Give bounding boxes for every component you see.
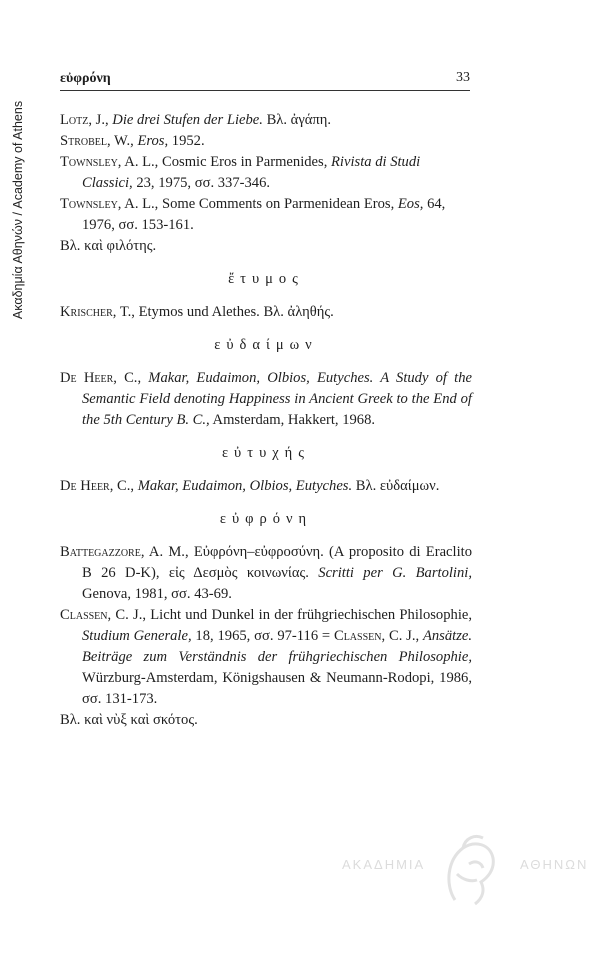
bib-entry: Classen, C. J., Licht und Dunkel in der frühgriechischen Philosophie, Studium Generale, 18, 1965, σσ. 97-116 = Classen, C. J., Ansätze. Beiträge zum Verständnis der frühgriechischen Philosophie, Würzburg-Amsterdam, Königshausen & Neumann-Rodopi, 1986, σσ. 131-173. [60, 607, 473, 707]
work-title: Rivista di Studi Classici, [82, 154, 421, 191]
work-title: Scritti per G. Bartolini, [318, 565, 472, 581]
work-title: Studium Generale, [82, 628, 192, 644]
attribution-text: Ακαδημία Αθηνών / Academy of Athens [11, 100, 25, 320]
author: Strobel [60, 133, 108, 149]
bib-entry: Townsley, A. L., Some Comments on Parmenidean Eros, Eos, 64, 1976, σσ. 153-161. [60, 196, 446, 233]
running-headword: εὐφρόνη [60, 71, 111, 86]
cross-reference: Βλ. καὶ φιλότης. [60, 238, 157, 254]
page-number: 33 [456, 70, 470, 85]
section-heading: εὐφρόνη [219, 511, 313, 527]
bib-entry: De Heer, C., Makar, Eudaimon, Olbios, Eutyches. A Study of the Semantic Field denoting Happiness in Ancient Greek to the End of the 5th Century B. C., Amsterdam, Hakkert, 1968. [60, 370, 472, 428]
author: Battegazzore [60, 544, 141, 560]
bib-entry: Battegazzore, A. M., Εὐφρόνη–εὐφροσύνη. (A proposito di Eraclito B 26 D-K), εἰς Δεσμὸς κοινωνίας. Scritti per G. Bartolini, Genova, 1981, σσ. 43-69. [60, 544, 472, 602]
running-header [60, 68, 470, 91]
bibliography-body [60, 110, 472, 731]
author: Townsley [60, 154, 118, 170]
cross-reference: Βλ. καὶ νὺξ καὶ σκότος. [60, 712, 198, 728]
author: Krischer [60, 304, 113, 320]
bib-entry: Lotz, J., Die drei Stufen der Liebe. Βλ. ἀγάπη. [60, 112, 332, 128]
work-title: Eos, [397, 196, 424, 212]
section-heading: εὐτυχής [221, 445, 311, 461]
section-heading: εὐδαίμων [214, 337, 318, 353]
bib-entry: Townsley, A. L., Cosmic Eros in Parmenides, Rivista di Studi Classici, 23, 1975, σσ. 337-346. [60, 154, 421, 191]
work-title: Ansätze. Beiträge zum Verständnis der frühgriechischen Philosophie, [82, 628, 473, 665]
author: Lotz [60, 112, 89, 128]
author: Classen [333, 628, 382, 644]
watermark-left-text: ΑΚΑΔΗΜΙΑ [342, 857, 426, 872]
bib-entry: Strobel, W., Eros, 1952. [60, 133, 205, 149]
work-title: Eros, [137, 133, 169, 149]
work-title: Makar, Eudaimon, Olbios, Eutyches. [137, 478, 353, 494]
author: De Heer [60, 370, 114, 386]
academy-watermark [330, 830, 590, 910]
bib-entry: De Heer, C., Makar, Eudaimon, Olbios, Eutyches. Βλ. εὐδαίμων. [60, 478, 440, 494]
watermark-right-text: ΑΘΗΝΩΝ [520, 857, 589, 872]
section-heading: ἔτυμος [228, 271, 304, 287]
author: Classen [60, 607, 108, 623]
bib-entry: Krischer, T., Etymos und Alethes. Βλ. ἀληθής. [60, 304, 334, 320]
athena-head-icon [435, 830, 505, 910]
vertical-attribution [6, 60, 30, 360]
author: De Heer [60, 478, 110, 494]
author: Townsley [60, 196, 118, 212]
work-title: Makar, Eudaimon, Olbios, Eutyches. A Study of the Semantic Field denoting Happiness in Ancient Greek to the End of the 5th Century B. C., [82, 370, 472, 428]
work-title: Die drei Stufen der Liebe. [112, 112, 263, 128]
